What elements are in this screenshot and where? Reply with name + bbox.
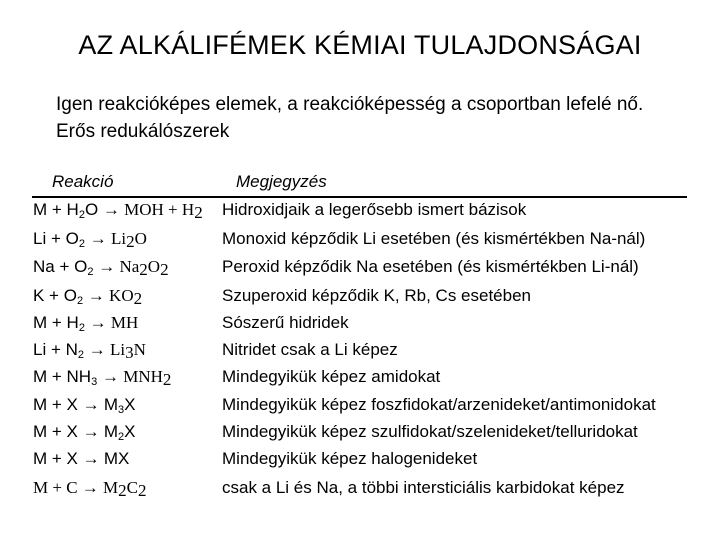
equation-part: M + NH — [33, 367, 92, 386]
subscript: 2 — [138, 481, 147, 500]
equation-part: X — [124, 395, 136, 414]
equation-part: O — [134, 229, 147, 248]
equation-part: C — [126, 478, 139, 497]
reaction-note: Mindegyikük képez halogenideket — [222, 449, 478, 468]
equation-part: M + X — [33, 449, 83, 468]
equation-part: M + H — [33, 313, 79, 332]
reaction-equation — [33, 395, 136, 415]
equation-part: → Na — [98, 257, 140, 276]
equation-part: MX — [103, 449, 130, 468]
subscript: 2 — [162, 370, 172, 389]
reaction-note: Hidroxidjaik a legerősebb ismert bázisok — [222, 200, 527, 219]
equation-part: M — [103, 395, 119, 414]
subscript: 2 — [126, 232, 135, 251]
reaction-note: Nitridet csak a Li képez — [222, 340, 398, 359]
subscript: 2 — [78, 238, 85, 250]
subscript: 2 — [78, 209, 85, 221]
equation-part: → Li — [89, 229, 127, 248]
reaction-equation — [33, 257, 169, 277]
equation-part: Li + O — [33, 229, 79, 248]
reaction-equation — [33, 367, 171, 387]
table-row — [0, 395, 720, 422]
equation-part: M + H — [33, 200, 79, 219]
equation-part: Na + O — [33, 257, 88, 276]
reaction-equation — [33, 449, 129, 469]
reaction-equation — [33, 313, 138, 333]
reaction-note: Mindegyikük képez szulfidokat/szelenideket/telluridokat — [222, 422, 638, 441]
equation-part: Li + N — [33, 340, 78, 359]
reaction-note: Monoxid képződik Li esetében (és kismértékben Na-nál) — [222, 229, 646, 248]
equation-part: → Li — [88, 340, 126, 359]
intro-line: Erős redukálószerek — [56, 121, 230, 142]
header-reaction: Reakció — [52, 172, 114, 191]
subscript: 2 — [78, 322, 85, 334]
table-row — [0, 257, 720, 284]
subscript: 3 — [125, 343, 134, 362]
subscript: 2 — [77, 349, 85, 361]
equation-part: M + X — [33, 422, 83, 441]
equation-part: M — [103, 422, 119, 441]
equation-part: → MOH + H — [102, 200, 195, 219]
equation-part: O — [147, 257, 161, 276]
reaction-note: Mindegyikük képez foszfidokat/arzenideket/antimonidokat — [222, 395, 656, 414]
reaction-equation — [33, 200, 203, 220]
subscript: 3 — [118, 404, 125, 416]
equation-part: O — [84, 200, 103, 219]
table-row — [0, 200, 720, 227]
equation-part: → MNH — [101, 367, 163, 386]
reaction-equation — [33, 229, 147, 249]
table-row — [0, 340, 720, 367]
table-row — [0, 229, 720, 256]
table-row — [0, 478, 720, 505]
equation-part: → — [82, 422, 104, 441]
subscript: 2 — [160, 260, 169, 279]
reaction-note: csak a Li és Na, a többi intersticiális karbidokat képez — [222, 478, 625, 497]
subscript: 2 — [133, 289, 143, 308]
equation-part: N — [133, 340, 146, 359]
equation-part: → MH — [89, 313, 139, 332]
subscript: 3 — [91, 376, 98, 388]
equation-part: K + O — [33, 286, 77, 305]
intro-line: Igen reakcióképes elemek, a reakcióképesség a csoportban lefelé nő. — [56, 94, 644, 115]
reaction-note: Mindegyikük képez amidokat — [222, 367, 441, 386]
equation-part: → — [82, 449, 104, 468]
reaction-note: Peroxid képződik Na esetében (és kismértékben Li-nál) — [222, 257, 639, 276]
equation-part: M + X — [33, 395, 83, 414]
subscript: 2 — [194, 203, 203, 222]
subscript: 2 — [76, 295, 84, 307]
reaction-equation — [33, 478, 147, 498]
reaction-equation — [33, 286, 142, 306]
reaction-note: Szuperoxid képződik K, Rb, Cs esetében — [222, 286, 532, 305]
equation-part: M + C → M — [33, 478, 119, 497]
page-title: AZ ALKÁLIFÉMEK KÉMIAI TULAJDONSÁGAI — [78, 30, 642, 60]
reaction-equation — [33, 422, 136, 442]
table-row — [0, 313, 720, 340]
equation-part: X — [124, 422, 136, 441]
subscript: 2 — [87, 266, 94, 278]
equation-part: → KO — [87, 286, 134, 305]
subscript: 2 — [139, 260, 148, 279]
reaction-note: Sószerű hidridek — [222, 313, 349, 332]
table-row — [0, 367, 720, 394]
table-row — [0, 422, 720, 449]
table-row — [0, 286, 720, 313]
equation-part: → — [82, 395, 104, 414]
header-note: Megjegyzés — [236, 172, 327, 191]
table-row — [0, 449, 720, 476]
subscript: 2 — [118, 481, 127, 500]
subscript: 2 — [118, 431, 125, 443]
reaction-equation — [33, 340, 146, 360]
